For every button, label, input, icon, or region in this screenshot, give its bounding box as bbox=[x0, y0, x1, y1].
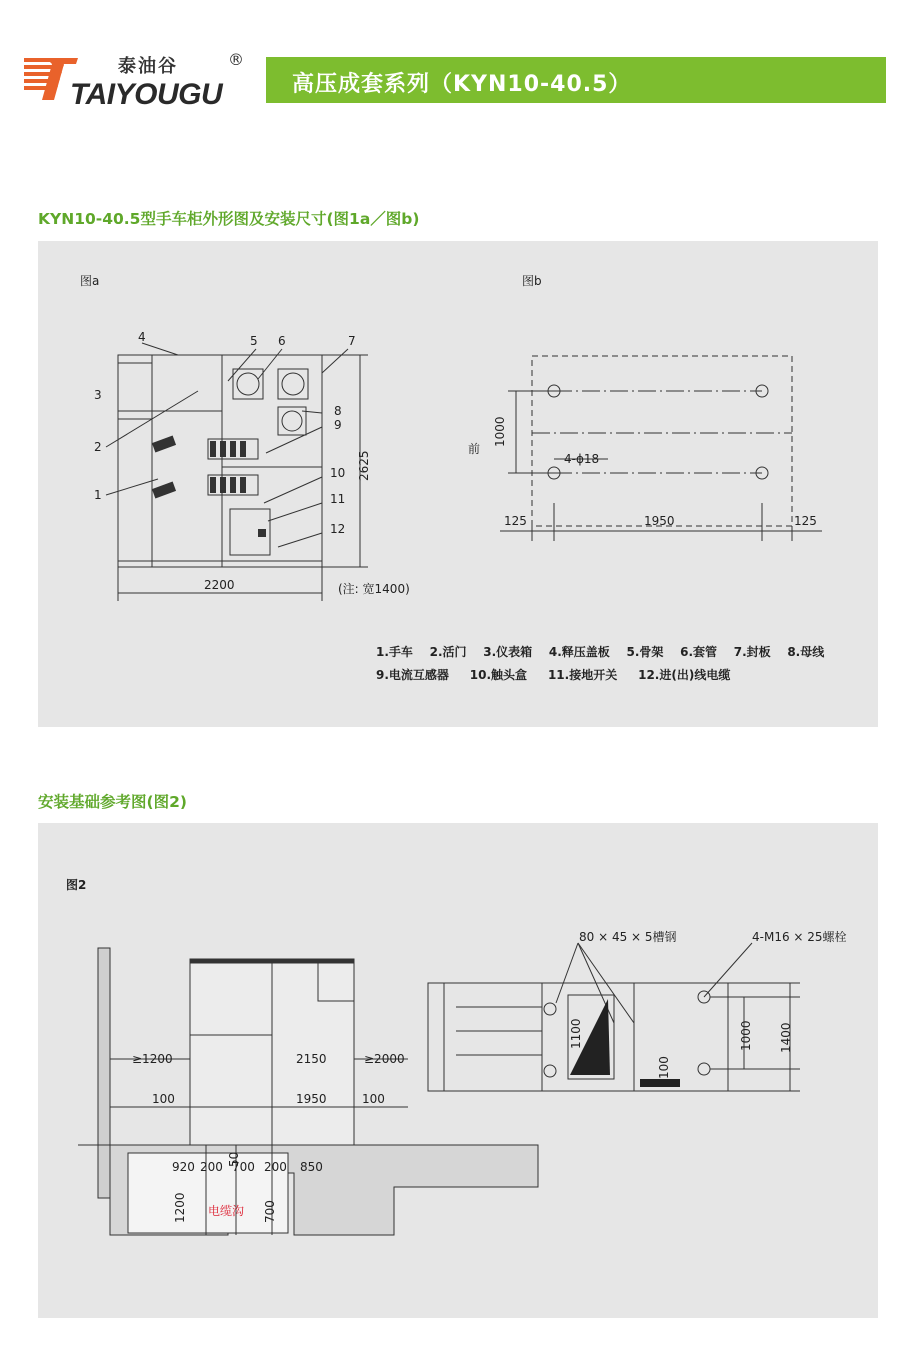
callout-6: 6 bbox=[278, 334, 286, 348]
fig-a-label: 图a bbox=[80, 274, 100, 288]
dim-700: 700 bbox=[232, 1160, 255, 1174]
fig2-plan bbox=[428, 943, 800, 1091]
plan-dim-1400: 1400 bbox=[779, 1022, 793, 1053]
callout-9: 9 bbox=[334, 418, 342, 432]
brand-name-en: TAIYOUGU bbox=[70, 78, 223, 111]
figure1-drawing bbox=[38, 241, 878, 727]
fig-b-hole-label: 4-ϕ18 bbox=[564, 452, 600, 466]
fig-b-depth-1000: 1000 bbox=[493, 416, 507, 447]
fig1-legend bbox=[376, 644, 825, 682]
plan-dim-100: 100 bbox=[657, 1056, 671, 1079]
dim-850: 850 bbox=[300, 1160, 323, 1174]
legend-row-1: 1.手车 2.活门 3.仪表箱 4.释压盖板 5.骨架 6.套管 7.封板 8.母线 bbox=[376, 645, 825, 659]
dim-200b: 200 bbox=[264, 1160, 287, 1174]
section2-title: 安装基础参考图(图2) bbox=[38, 793, 187, 811]
registered-mark: ® bbox=[228, 50, 244, 69]
banner-title: 高压成套系列（KYN10-40.5） bbox=[292, 72, 632, 97]
dim-width-2200: 2200 bbox=[204, 578, 235, 592]
dim-cab-depth: 2150 bbox=[296, 1052, 327, 1066]
callout-3: 3 bbox=[94, 388, 102, 402]
dim-700v: 700 bbox=[263, 1200, 277, 1223]
callout-11: 11 bbox=[330, 492, 346, 506]
fig2-plan-labels bbox=[569, 929, 847, 1079]
fig-b-right-125: 125 bbox=[794, 514, 817, 528]
fig2-label: 图2 bbox=[66, 878, 87, 892]
fig-b-label: 图b bbox=[522, 274, 542, 288]
fig-a-cabinet bbox=[106, 343, 368, 601]
title-banner bbox=[266, 57, 886, 103]
legend-row-2: 9.电流互感器 10.触头盒 11.接地开关 12.进(出)线电缆 bbox=[376, 668, 731, 682]
dim-left-100: 100 bbox=[152, 1092, 175, 1106]
dim-base-1950: 1950 bbox=[296, 1092, 327, 1106]
figure2-drawing bbox=[38, 823, 878, 1318]
fig-b-span-1950: 1950 bbox=[644, 514, 675, 528]
fig-b-front-label: 前 bbox=[468, 442, 481, 456]
brand-name-cn: 泰油谷 bbox=[118, 56, 178, 77]
callout-12: 12 bbox=[330, 522, 346, 536]
dim-left-clearance: ≥1200 bbox=[132, 1052, 173, 1066]
fig-a-callouts bbox=[94, 330, 410, 596]
bolt-label: 4-M16 × 25螺栓 bbox=[752, 930, 847, 944]
fig2-cabinet bbox=[190, 959, 354, 1147]
plan-dim-1000: 1000 bbox=[739, 1020, 753, 1051]
callout-10: 10 bbox=[330, 466, 346, 480]
wall bbox=[98, 948, 110, 1198]
callout-7: 7 bbox=[348, 334, 356, 348]
channel-steel-label: 80 × 45 × 5槽钢 bbox=[579, 930, 677, 944]
dim-1200: 1200 bbox=[173, 1192, 187, 1223]
dim-920: 920 bbox=[172, 1160, 195, 1174]
plan-dim-1100: 1100 bbox=[569, 1018, 583, 1049]
dim-right-100: 100 bbox=[362, 1092, 385, 1106]
figure1-panel bbox=[38, 241, 878, 727]
section1-title: KYN10-40.5型手车柜外形图及安装尺寸(图1a／图b) bbox=[38, 210, 420, 228]
callout-1: 1 bbox=[94, 488, 102, 502]
callout-2: 2 bbox=[94, 440, 102, 454]
dim-200a: 200 bbox=[200, 1160, 223, 1174]
figure2-panel bbox=[38, 823, 878, 1318]
fig-b-left-125: 125 bbox=[504, 514, 527, 528]
callout-4: 4 bbox=[138, 330, 146, 344]
dim-right-clearance: ≥2000 bbox=[364, 1052, 405, 1066]
callout-8: 8 bbox=[334, 404, 342, 418]
callout-5: 5 bbox=[250, 334, 258, 348]
fig-a-note: (注: 宽1400) bbox=[338, 582, 410, 596]
dim-height-2625: 2625 bbox=[357, 450, 371, 481]
trench-label: 电缆沟 bbox=[208, 1204, 245, 1218]
dim-50: 50 bbox=[227, 1151, 241, 1167]
